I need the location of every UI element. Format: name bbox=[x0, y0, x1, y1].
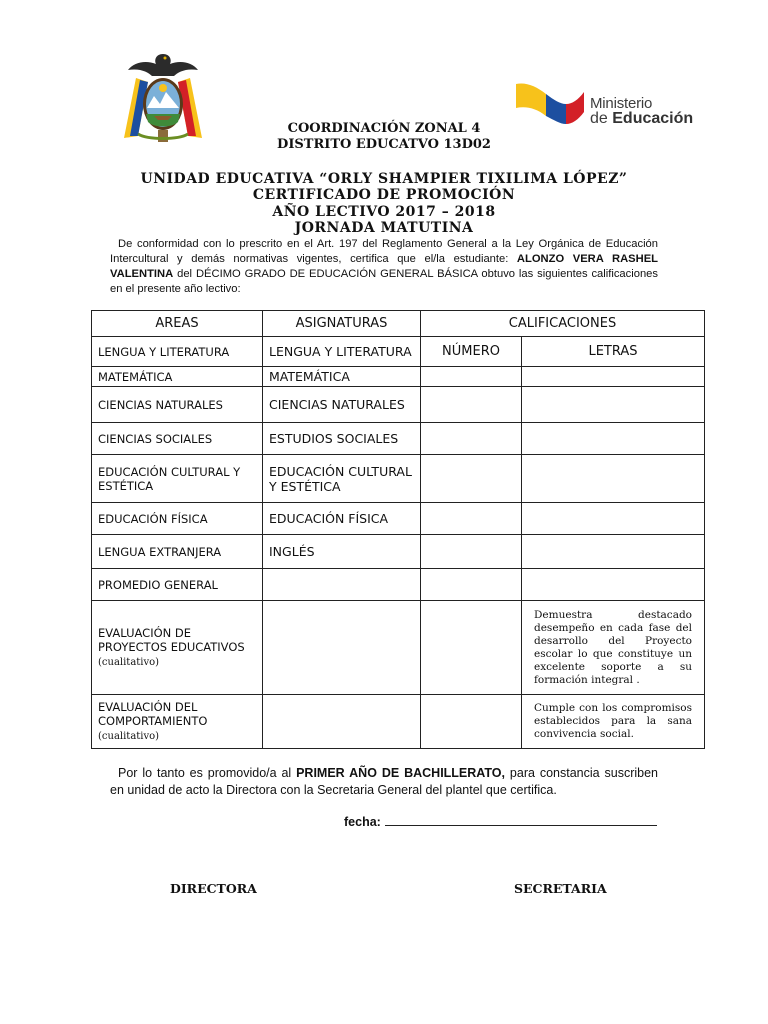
header-subjects: ASIGNATURAS bbox=[263, 311, 421, 337]
ministry-line-2: de Educación bbox=[590, 110, 694, 127]
header-areas: AREAS bbox=[92, 311, 263, 337]
grade-number-cell bbox=[421, 455, 522, 503]
district-title: DISTRITO EDUCATVO 13D02 bbox=[277, 137, 491, 152]
area-cell: CIENCIAS SOCIALES bbox=[92, 423, 263, 455]
grade-number-cell bbox=[421, 535, 522, 569]
area-cell: LENGUA EXTRANJERA bbox=[92, 535, 263, 569]
date-label: fecha: bbox=[344, 815, 381, 829]
behavior-empty-cell bbox=[263, 695, 421, 749]
projects-row bbox=[92, 601, 705, 695]
average-label: PROMEDIO GENERAL bbox=[92, 569, 263, 601]
student-name: ALONZO VERA RASHEL VALENTINA bbox=[110, 253, 658, 280]
table-row bbox=[92, 535, 705, 569]
average-letters-cell bbox=[522, 569, 705, 601]
grade-letters-cell bbox=[522, 367, 705, 387]
table-row bbox=[92, 423, 705, 455]
table-row bbox=[92, 387, 705, 423]
behavior-row bbox=[92, 695, 705, 749]
school-shift: JORNADA MATUTINA bbox=[294, 220, 474, 236]
grade-letters-cell bbox=[522, 387, 705, 423]
subject-cell: LENGUA Y LITERATURA bbox=[263, 337, 421, 367]
area-cell: EDUCACIÓN CULTURAL Y ESTÉTICA bbox=[92, 455, 263, 503]
projects-label-cell: EVALUACIÓN DE PROYECTOS EDUCATIVOS (cualitativo) bbox=[92, 601, 263, 695]
promotion-level: PRIMER AÑO DE BACHILLERATO, bbox=[296, 766, 506, 780]
school-year: AÑO LECTIVO 2017 – 2018 bbox=[272, 204, 496, 220]
subject-cell: MATEMÁTICA bbox=[263, 367, 421, 387]
certificate-title: CERTIFICADO DE PROMOCIÓN bbox=[252, 187, 516, 203]
area-cell: CIENCIAS NATURALES bbox=[92, 387, 263, 423]
area-cell: LENGUA Y LITERATURA bbox=[92, 337, 263, 367]
grade-letters-cell bbox=[522, 455, 705, 503]
average-row bbox=[92, 569, 705, 601]
table-header-row bbox=[92, 311, 705, 337]
header-grades: CALIFICACIONES bbox=[421, 311, 705, 337]
secretary-signature: SECRETARIA bbox=[514, 881, 607, 896]
conclusion-paragraph: Por lo tanto es promovido/a al PRIMER AÑO DE BACHILLERATO, para constancia suscriben en unidad de acto la Directora con la Secretaria General del plantel que certifica. bbox=[110, 766, 658, 797]
subject-cell: ESTUDIOS SOCIALES bbox=[263, 423, 421, 455]
ministry-line-1: Ministerio bbox=[590, 95, 653, 112]
table-row bbox=[92, 455, 705, 503]
subject-cell: CIENCIAS NATURALES bbox=[263, 387, 421, 423]
subject-cell: EDUCACIÓN FÍSICA bbox=[263, 503, 421, 535]
intro-paragraph: De conformidad con lo prescrito en el Art. 197 del Reglamento General a la Ley Orgánica de Educación Intercultural y demás normativas vigentes, certifica que el/la estudiante: ALONZO VERA RASHEL VALENTINA del DÉCIMO GRADO DE EDUCACIÓN GENERAL BÁSICA obtuvo las siguientes calificaciones en el presente año lectivo: bbox=[110, 238, 658, 295]
header-number: NÚMERO bbox=[421, 337, 522, 367]
behavior-empty-cell bbox=[421, 695, 522, 749]
grade-letters-cell bbox=[522, 535, 705, 569]
grade-number-cell bbox=[421, 387, 522, 423]
grade-letters-cell bbox=[522, 423, 705, 455]
average-number-cell bbox=[421, 569, 522, 601]
date-field bbox=[344, 815, 657, 829]
area-cell: MATEMÁTICA bbox=[92, 367, 263, 387]
grade-number-cell bbox=[421, 423, 522, 455]
table-row bbox=[92, 367, 705, 387]
grade-number-cell bbox=[421, 367, 522, 387]
projects-empty-cell bbox=[421, 601, 522, 695]
date-line bbox=[385, 815, 657, 826]
projects-empty-cell bbox=[263, 601, 421, 695]
behavior-label-cell: EVALUACIÓN DEL COMPORTAMIENTO (cualitativo) bbox=[92, 695, 263, 749]
table-row bbox=[92, 503, 705, 535]
coordination-title: COORDINACIÓN ZONAL 4 bbox=[287, 121, 481, 136]
grade-number-cell bbox=[421, 503, 522, 535]
grades-table bbox=[91, 310, 705, 749]
subject-cell: INGLÉS bbox=[263, 535, 421, 569]
grade-letters-cell bbox=[522, 503, 705, 535]
average-subject-cell bbox=[263, 569, 421, 601]
subject-cell: EDUCACIÓN CULTURAL Y ESTÉTICA bbox=[263, 455, 421, 503]
area-cell: EDUCACIÓN FÍSICA bbox=[92, 503, 263, 535]
director-signature: DIRECTORA bbox=[170, 881, 257, 896]
projects-evaluation: Demuestra destacado desempeño en cada fase del desarrollo del Proyecto escolar lo que constituye un excelente soporte a su formación integral . bbox=[522, 601, 705, 695]
header-letters: LETRAS bbox=[522, 337, 705, 367]
table-row bbox=[92, 337, 705, 367]
school-name: UNIDAD EDUCATIVA “ORLY SHAMPIER TIXILIMA LÓPEZ” bbox=[140, 171, 628, 187]
behavior-evaluation: Cumple con los compromisos establecidos para la sana convivencia social. bbox=[522, 695, 705, 749]
